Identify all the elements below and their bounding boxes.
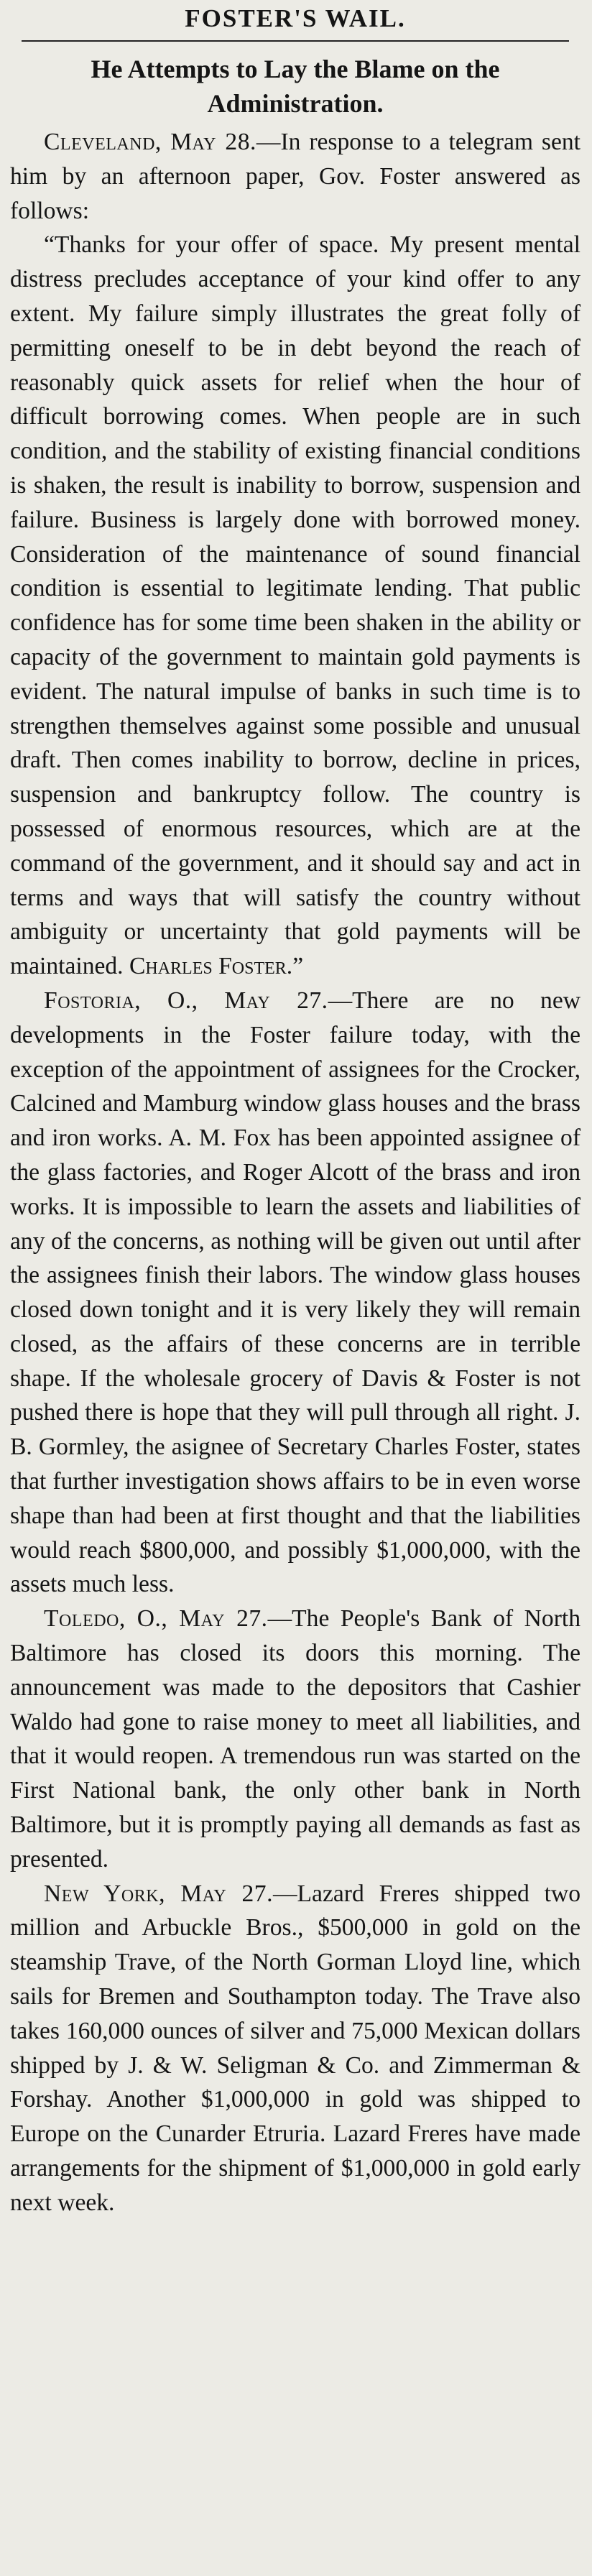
paragraph-cleveland-text: —In response to a telegram sent him by an afternoon paper, Gov. Foster answered as follows: bbox=[10, 129, 581, 224]
paragraph-toledo-text: —The People's Bank of North Baltimore has closed its doors this morning. The announcement was made to the depositors that Cashier Waldo had gone to raise money to meet all liabilities, and that it would reopen. A tremendous run was started on the First National bank, the only other bank in North Baltimore, but it is promptly paying all demands as fast as presented. bbox=[10, 1605, 581, 1873]
dateline-fostoria: Fostoria, O., May 27. bbox=[44, 987, 328, 1014]
dateline-new-york: New York, May 27. bbox=[44, 1880, 273, 1907]
foster-quote-text: “Thanks for your offer of space. My present mental distress precludes acceptance of your kind offer to any extent. My failure simply illustrates the great folly of permitting oneself to be in debt beyond the reach of reasonably quick assets for relief when the hour of difficult borrowing comes. When people are in such condition, and the stability of existing financial conditions is shaken, the result is inability to borrow, suspension and failure. Business is largely done with borrowed money. Consideration of the maintenance of sound financial condition is essential to legitimate lending. That public confidence has for some time been shaken in the ability or capacity of the government to maintain gold payments is evident. The natural impulse of banks in such time is to strengthen themselves against some possible and unusual draft. Then comes inability to borrow, decline in prices, suspension and bankruptcy follow. The country is possessed of enormous resources, which are at the command of the government, and it should say and act in terms and ways that will satisfy the country without ambiguity or uncertainty that gold payments will be maintained. bbox=[10, 231, 581, 980]
signature: Charles Foster.” bbox=[129, 953, 304, 980]
paragraph-new-york-text: —Lazard Freres shipped two million and Arbuckle Bros., $500,000 in gold on the steamship Trave, of the North Gorman Lloyd line, which sails for Bremen and Southampton today. The Trave also takes 160,000 ounces of silver and 75,000 Mexican dollars shipped by J. & W. Seligman & Co. and Zimmerman & Forshay. Another $1,000,000 in gold was shipped to Europe on the Cunarder Etruria. Lazard Freres have made arrangements for the shipment of $1,000,000 in gold early next week. bbox=[10, 1880, 581, 2216]
paragraph-fostoria bbox=[10, 984, 581, 1602]
headline-rule bbox=[22, 40, 569, 42]
subheadline: He Attempts to Lay the Blame on the Administration. bbox=[91, 55, 500, 118]
paragraph-new-york bbox=[10, 1877, 581, 2220]
dateline-toledo: Toledo, O., May 27. bbox=[44, 1605, 268, 1633]
paragraph-foster-quote bbox=[10, 228, 581, 984]
dateline-cleveland: Cleveland, May 28. bbox=[44, 129, 256, 155]
paragraph-fostoria-text: —There are no new developments in the Foster failure today, with the exception of the appointment of assignees for the Crocker, Calcined and Mamburg window glass houses and the brass and iron works. A. M. Fox has been appointed assignee of the glass factories, and Roger Alcott of the brass and iron works. It is impossible to learn the assets and liabilities of any of the concerns, as nothing will be given out until after the assignees finish their labors. The window glass houses closed down tonight and it is very likely they will remain closed, as the affairs of these concerns are in terrible shape. If the wholesale grocery of Davis & Foster is not pushed there is hope that they will pull through all right. J. B. Gormley, the asignee of Secretary Charles Foster, states that further investigation shows affairs to be in even worse shape than had been at first thought and that the liabilities would reach $800,000, and possibly $1,000,000, with the assets much less. bbox=[10, 987, 581, 1598]
paragraph-cleveland bbox=[10, 125, 581, 228]
paragraph-toledo bbox=[10, 1602, 581, 1876]
headline: FOSTER'S WAIL. bbox=[185, 4, 406, 32]
